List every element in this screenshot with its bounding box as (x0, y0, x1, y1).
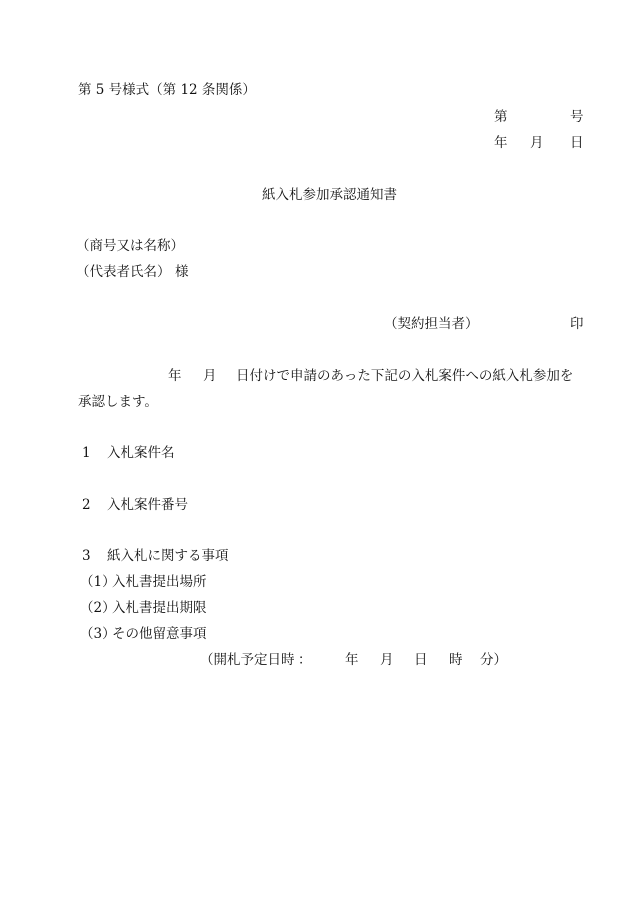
item-number: 3 (82, 548, 91, 564)
sub-item-label-submission-deadline: 入札書提出期限 (112, 600, 207, 616)
item-number: 2 (82, 497, 91, 513)
sub-item-number: （3） (80, 626, 116, 642)
item-label-case-name: 入札案件名 (107, 445, 175, 461)
honorific: 様 (175, 264, 189, 280)
item-label-case-number: 入札案件番号 (107, 497, 188, 513)
company-name-label: （商号又は名称） (76, 238, 184, 254)
opening-datetime-label: （開札予定日時 (200, 652, 295, 668)
opening-year: 年 (345, 652, 359, 668)
date-month: 月 (530, 135, 544, 151)
date-year: 年 (494, 135, 508, 151)
body-month: 月 (203, 368, 217, 384)
form-number: 第 5 号様式（第 12 条関係） (78, 82, 256, 98)
date-day: 日 (570, 135, 584, 151)
sub-item-label-submission-place: 入札書提出場所 (112, 574, 207, 590)
body-text-line2: 承認します。 (78, 394, 158, 410)
opening-hour: 時 (449, 652, 463, 668)
sub-item-number: （1） (80, 574, 116, 590)
document-title: 紙入札参加承認通知書 (262, 187, 397, 203)
contract-officer-label: （契約担当者） (384, 316, 479, 332)
opening-month: 月 (380, 652, 394, 668)
sub-item-number: （2） (80, 600, 116, 616)
sub-item-label-other-notes: その他留意事項 (112, 626, 207, 642)
doc-number-suffix: 号 (570, 109, 584, 125)
doc-number-prefix: 第 (494, 109, 508, 125)
item-number: 1 (82, 445, 91, 461)
seal-mark: 印 (570, 316, 584, 332)
item-label-paper-bid-matters: 紙入札に関する事項 (107, 548, 229, 564)
body-year: 年 (168, 368, 182, 384)
opening-colon: ： (298, 652, 312, 668)
opening-minute: 分） (480, 652, 507, 668)
body-text-line1: 日付けで申請のあった下記の入札案件への紙入札参加を (236, 368, 574, 384)
representative-name-label: （代表者氏名） (76, 264, 171, 280)
opening-day: 日 (414, 652, 428, 668)
